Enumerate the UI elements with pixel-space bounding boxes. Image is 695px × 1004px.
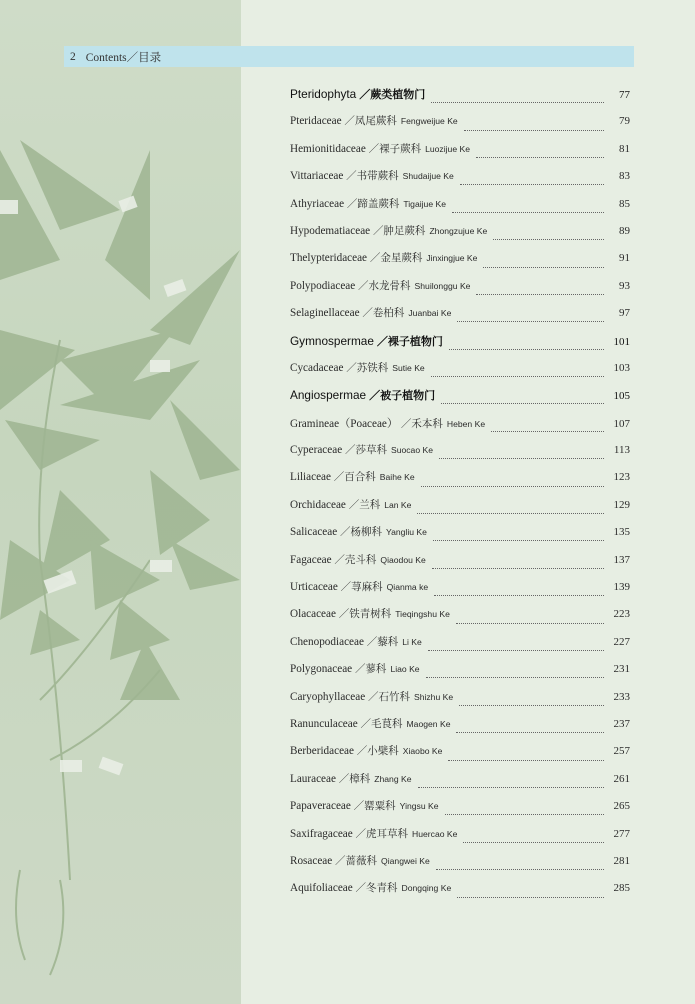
toc-entry-title bbox=[290, 415, 485, 431]
toc-chinese-name: ／壳斗科 bbox=[334, 553, 377, 566]
toc-chinese-name: ／凤尾蕨科 bbox=[344, 115, 397, 128]
toc-entry[interactable] bbox=[290, 196, 630, 223]
toc-leader-dots bbox=[457, 889, 604, 898]
toc-chinese-name: ／蔷薇科 bbox=[335, 854, 378, 867]
toc-entry-title bbox=[290, 716, 450, 731]
toc-chinese-name: ／冬青科 bbox=[355, 882, 398, 895]
toc-chinese-name: ／百合科 bbox=[333, 471, 376, 484]
toc-entry-title bbox=[290, 442, 433, 457]
toc-entry[interactable] bbox=[290, 552, 630, 579]
table-of-contents bbox=[290, 86, 630, 908]
toc-page-number: 123 bbox=[613, 471, 630, 484]
toc-entry-title bbox=[290, 196, 446, 211]
toc-chinese-name: ／藜科 bbox=[366, 635, 399, 648]
toc-entry[interactable] bbox=[290, 469, 630, 496]
toc-entry-title bbox=[290, 168, 454, 183]
toc-latin-name: Rosaceae bbox=[290, 854, 333, 867]
toc-chinese-name: ／毛茛科 bbox=[360, 717, 403, 730]
toc-latin-name: Aquifoliaceae bbox=[290, 882, 353, 895]
toc-chinese-name: ／被子植物门 bbox=[369, 389, 436, 403]
toc-pinyin-name: Juanbai Ke bbox=[408, 308, 452, 319]
toc-pinyin-name: Heben Ke bbox=[446, 418, 486, 429]
toc-leader-dots bbox=[434, 587, 604, 596]
toc-pinyin-name: Tigaijue Ke bbox=[403, 198, 447, 209]
toc-page-number: 277 bbox=[613, 827, 630, 840]
toc-entry-title bbox=[290, 497, 411, 512]
toc-entry[interactable] bbox=[290, 360, 630, 387]
toc-entry-title bbox=[290, 223, 487, 238]
toc-leader-dots bbox=[431, 368, 604, 377]
toc-pinyin-name: Fengweijue Ke bbox=[400, 116, 458, 127]
toc-entry[interactable] bbox=[290, 250, 630, 277]
toc-pinyin-name: Jinxingjue Ke bbox=[426, 253, 478, 264]
toc-pinyin-name: Dongqing Ke bbox=[401, 883, 452, 894]
toc-entry-title bbox=[290, 250, 477, 265]
toc-entry[interactable] bbox=[290, 86, 630, 113]
toc-pinyin-name: Yingsu Ke bbox=[399, 801, 439, 812]
toc-entry-title bbox=[290, 579, 428, 594]
toc-entry-title bbox=[290, 661, 420, 676]
toc-page-number: 103 bbox=[613, 361, 630, 374]
toc-chinese-name: ／蓼科 bbox=[354, 663, 387, 676]
toc-entry[interactable] bbox=[290, 113, 630, 140]
toc-leader-dots bbox=[463, 834, 604, 843]
toc-entry-title bbox=[290, 606, 450, 621]
toc-page-number: 231 bbox=[613, 663, 630, 676]
toc-leader-dots bbox=[491, 423, 604, 432]
toc-entry-title bbox=[290, 798, 439, 813]
header-title: Contents／目录 bbox=[85, 51, 162, 64]
toc-entry[interactable] bbox=[290, 305, 630, 332]
toc-leader-dots bbox=[448, 752, 604, 761]
toc-entry-title bbox=[290, 305, 451, 320]
toc-latin-name: Gymnospermae bbox=[290, 333, 374, 348]
toc-leader-dots bbox=[493, 231, 604, 240]
toc-latin-name: Urticaceae bbox=[290, 581, 338, 594]
toc-page-number: 89 bbox=[619, 224, 630, 237]
toc-leader-dots bbox=[457, 313, 604, 322]
page-number: 2 bbox=[70, 50, 76, 63]
toc-chinese-name: ／荨麻科 bbox=[340, 581, 383, 594]
toc-entry-title bbox=[290, 524, 427, 539]
toc-chinese-name: ／石竹科 bbox=[367, 690, 410, 703]
toc-latin-name: Fagaceae bbox=[290, 553, 332, 566]
toc-pinyin-name: Shuilonggu Ke bbox=[414, 280, 471, 291]
toc-leader-dots bbox=[476, 149, 604, 158]
toc-chinese-name: ／杨柳科 bbox=[340, 526, 382, 539]
toc-entry-title bbox=[290, 634, 422, 649]
toc-chinese-name: ／樟科 bbox=[338, 772, 371, 785]
toc-chinese-name: ／苏铁科 bbox=[346, 361, 389, 374]
running-header bbox=[64, 46, 634, 67]
toc-pinyin-name: Xiaobo Ke bbox=[402, 746, 443, 757]
toc-latin-name: Hemionitidaceae bbox=[290, 142, 366, 155]
toc-entry[interactable] bbox=[290, 771, 630, 798]
toc-chinese-name: ／卷柏科 bbox=[362, 307, 405, 320]
toc-leader-dots bbox=[476, 286, 604, 295]
toc-pinyin-name: Tieqingshu Ke bbox=[395, 609, 450, 620]
toc-chinese-name: ／书带蕨科 bbox=[346, 170, 399, 183]
toc-entry-title bbox=[290, 387, 435, 403]
toc-chinese-name: ／裸子蕨科 bbox=[368, 142, 422, 155]
toc-pinyin-name: Li Ke bbox=[402, 636, 422, 647]
toc-chinese-name: ／莎草科 bbox=[344, 444, 387, 457]
toc-page-number: 237 bbox=[613, 717, 630, 730]
toc-latin-name: Papaveraceae bbox=[290, 800, 351, 813]
toc-page-number: 281 bbox=[613, 854, 630, 867]
toc-entry-title bbox=[290, 880, 451, 895]
toc-entry[interactable] bbox=[290, 168, 630, 195]
toc-chinese-name: ／肿足蕨科 bbox=[372, 224, 426, 237]
toc-chinese-name: ／兰科 bbox=[348, 498, 381, 511]
toc-latin-name: Salicaceae bbox=[290, 526, 338, 539]
toc-leader-dots bbox=[418, 779, 604, 788]
toc-latin-name: Ranunculaceae bbox=[290, 717, 358, 730]
toc-page-number: 83 bbox=[619, 170, 630, 183]
toc-page-number: 113 bbox=[613, 444, 630, 457]
toc-entry[interactable] bbox=[290, 826, 630, 853]
toc-entry[interactable] bbox=[290, 716, 630, 743]
toc-chinese-name: ／蕨类植物门 bbox=[359, 88, 426, 101]
toc-latin-name: Chenopodiaceae bbox=[290, 635, 364, 648]
toc-latin-name: Pteridaceae bbox=[290, 115, 342, 128]
toc-leader-dots bbox=[431, 94, 604, 103]
toc-leader-dots bbox=[445, 806, 604, 815]
toc-leader-dots bbox=[417, 505, 604, 514]
toc-latin-name: Cyperaceae bbox=[290, 444, 343, 457]
toc-entry[interactable] bbox=[290, 223, 630, 250]
toc-page-number: 77 bbox=[619, 89, 630, 101]
toc-entry-title bbox=[290, 141, 470, 156]
toc-entry[interactable] bbox=[290, 141, 630, 168]
toc-leader-dots bbox=[436, 861, 604, 870]
toc-page-number: 79 bbox=[619, 115, 630, 128]
toc-entry-title bbox=[290, 278, 470, 293]
toc-latin-name: Vittariaceae bbox=[290, 170, 344, 183]
toc-leader-dots bbox=[459, 697, 604, 706]
toc-entry[interactable] bbox=[290, 415, 630, 442]
toc-entry-title bbox=[290, 113, 458, 128]
toc-leader-dots bbox=[439, 450, 604, 459]
toc-page-number: 227 bbox=[613, 635, 630, 648]
toc-entry-title bbox=[290, 86, 425, 102]
toc-entry[interactable] bbox=[290, 798, 630, 825]
toc-pinyin-name: Qiaodou Ke bbox=[380, 554, 426, 565]
toc-page-number: 135 bbox=[613, 526, 630, 539]
toc-latin-name: Orchidaceae bbox=[290, 498, 346, 511]
toc-latin-name: Angiospermae bbox=[290, 388, 367, 403]
toc-pinyin-name: Zhongzujue Ke bbox=[429, 225, 488, 236]
toc-entry[interactable] bbox=[290, 661, 630, 688]
toc-latin-name: Caryophyllaceae bbox=[290, 690, 366, 703]
toc-entry[interactable] bbox=[290, 278, 630, 305]
toc-latin-name: Lauraceae bbox=[290, 772, 336, 785]
toc-entry-title bbox=[290, 552, 426, 567]
toc-entry-title bbox=[290, 689, 453, 704]
toc-latin-name: Athyriaceae bbox=[290, 197, 345, 210]
toc-latin-name: Cycadaceae bbox=[290, 361, 344, 374]
toc-page-number: 101 bbox=[613, 335, 630, 348]
toc-latin-name: Hypodematiaceae bbox=[290, 224, 371, 237]
toc-chinese-name: ／虎耳草科 bbox=[355, 827, 409, 840]
toc-entry[interactable] bbox=[290, 579, 630, 606]
toc-entry[interactable] bbox=[290, 333, 630, 360]
herbarium-plant-illustration bbox=[0, 0, 241, 1004]
toc-pinyin-name: Zhang Ke bbox=[374, 773, 412, 784]
toc-chinese-name: ／水龙骨科 bbox=[358, 279, 411, 292]
toc-pinyin-name: Baihe Ke bbox=[379, 472, 415, 483]
toc-entry[interactable] bbox=[290, 853, 630, 880]
toc-pinyin-name: Maogen Ke bbox=[406, 718, 451, 729]
toc-latin-name: Saxifragaceae bbox=[290, 827, 353, 840]
toc-leader-dots bbox=[452, 204, 604, 213]
toc-page-number: 265 bbox=[613, 800, 630, 813]
toc-page-number: 105 bbox=[613, 390, 630, 403]
toc-page-number: 223 bbox=[613, 608, 630, 621]
toc-pinyin-name: Qiangwei Ke bbox=[381, 855, 430, 866]
toc-leader-dots bbox=[428, 642, 604, 651]
toc-pinyin-name: Liao Ke bbox=[390, 664, 420, 675]
toc-page-number: 137 bbox=[613, 553, 630, 566]
toc-latin-name: Berberidaceae bbox=[290, 745, 354, 758]
toc-pinyin-name: Lan Ke bbox=[384, 499, 412, 510]
toc-pinyin-name: Luozijue Ke bbox=[425, 143, 471, 154]
toc-entry-title bbox=[290, 853, 430, 868]
toc-entry[interactable] bbox=[290, 689, 630, 716]
herbarium-specimen-panel bbox=[0, 0, 241, 1004]
toc-entry-title bbox=[290, 360, 425, 375]
toc-entry[interactable] bbox=[290, 387, 630, 414]
toc-page-number: 91 bbox=[619, 252, 630, 265]
toc-entry-title bbox=[290, 743, 442, 758]
toc-leader-dots bbox=[432, 560, 604, 569]
toc-latin-name: Thelypteridaceae bbox=[290, 252, 368, 265]
toc-entry-title bbox=[290, 771, 412, 786]
toc-page-number: 233 bbox=[613, 690, 630, 703]
toc-entry[interactable] bbox=[290, 524, 630, 551]
toc-chinese-name: ／铁青树科 bbox=[338, 608, 392, 621]
toc-leader-dots bbox=[441, 395, 604, 404]
toc-latin-name: Polypodiaceae bbox=[290, 279, 356, 292]
toc-entry-title bbox=[290, 826, 457, 841]
toc-page-number: 85 bbox=[619, 197, 630, 210]
toc-entry[interactable] bbox=[290, 743, 630, 770]
toc-leader-dots bbox=[433, 532, 604, 541]
toc-page-number: 93 bbox=[619, 279, 630, 292]
toc-chinese-name: ／罂粟科 bbox=[353, 800, 396, 813]
toc-pinyin-name: Huercao Ke bbox=[412, 828, 458, 839]
toc-chinese-name: ／蹄盖蕨科 bbox=[346, 197, 400, 210]
toc-pinyin-name: Shudaijue Ke bbox=[402, 171, 454, 182]
toc-latin-name: Selaginellaceae bbox=[290, 307, 360, 320]
toc-entry[interactable] bbox=[290, 442, 630, 469]
toc-leader-dots bbox=[456, 615, 604, 624]
toc-leader-dots bbox=[460, 176, 604, 185]
toc-leader-dots bbox=[426, 669, 604, 678]
toc-page-number: 261 bbox=[613, 772, 630, 785]
toc-page-number: 257 bbox=[613, 745, 630, 758]
toc-chinese-name: ／禾本科 bbox=[400, 417, 443, 430]
toc-entry[interactable] bbox=[290, 634, 630, 661]
toc-leader-dots bbox=[464, 122, 604, 131]
toc-chinese-name: ／小檗科 bbox=[356, 745, 399, 758]
toc-latin-name: Polygonaceae bbox=[290, 663, 353, 676]
toc-pinyin-name: Yangliu Ke bbox=[386, 527, 427, 538]
toc-pinyin-name: Qianma ke bbox=[386, 582, 429, 593]
toc-pinyin-name: Shizhu Ke bbox=[413, 691, 454, 702]
toc-entry[interactable] bbox=[290, 606, 630, 633]
toc-entry[interactable] bbox=[290, 497, 630, 524]
toc-page-number: 285 bbox=[613, 882, 630, 895]
toc-leader-dots bbox=[449, 341, 604, 350]
toc-chinese-name: ／裸子植物门 bbox=[376, 334, 443, 348]
toc-page-number: 129 bbox=[613, 498, 630, 511]
toc-pinyin-name: Sutie Ke bbox=[392, 362, 425, 373]
toc-latin-name: Pteridophyta bbox=[290, 87, 357, 101]
toc-chinese-name: ／金星蕨科 bbox=[369, 252, 423, 265]
toc-leader-dots bbox=[456, 724, 604, 733]
toc-latin-name: Gramineae（Poaceae） bbox=[290, 417, 399, 430]
toc-entry[interactable] bbox=[290, 880, 630, 907]
toc-leader-dots bbox=[483, 259, 604, 268]
toc-page-number: 81 bbox=[619, 142, 630, 155]
toc-page-number: 107 bbox=[613, 417, 630, 430]
toc-leader-dots bbox=[421, 478, 604, 487]
toc-page-number: 139 bbox=[613, 581, 630, 594]
toc-latin-name: Olacaceae bbox=[290, 608, 336, 621]
toc-pinyin-name: Suocao Ke bbox=[390, 445, 434, 456]
toc-entry-title bbox=[290, 469, 415, 484]
toc-entry-title bbox=[290, 333, 443, 349]
toc-latin-name: Liliaceae bbox=[290, 471, 331, 484]
toc-page-number: 97 bbox=[619, 307, 630, 320]
